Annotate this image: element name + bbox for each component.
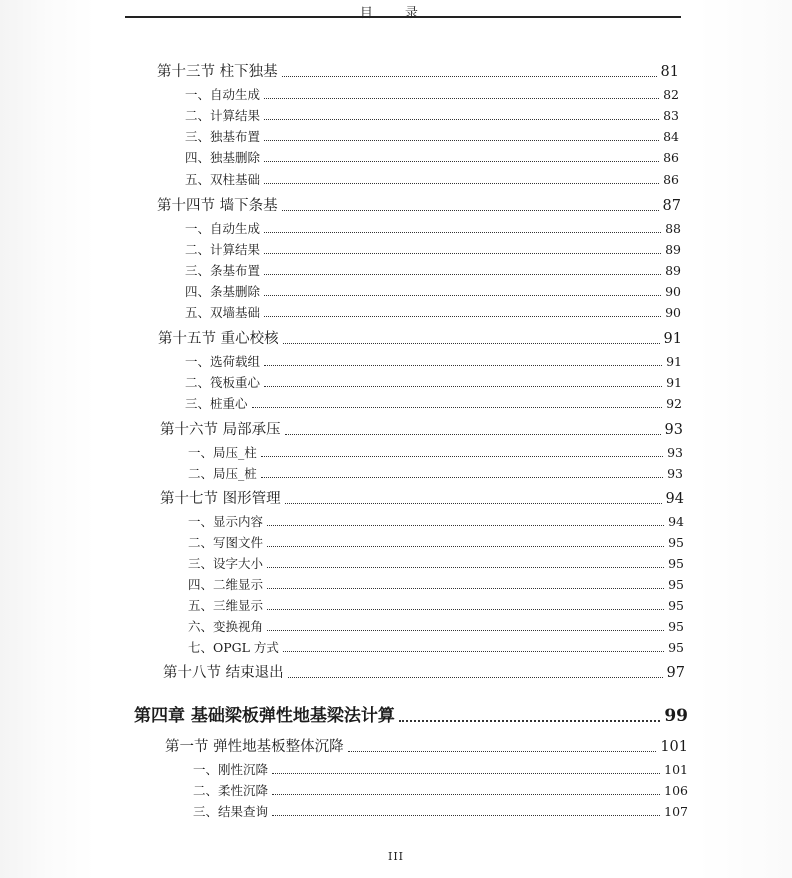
dot-leader <box>272 815 660 816</box>
toc-entry-page-number: 91 <box>666 375 682 390</box>
toc-section-row <box>163 666 685 681</box>
toc-item-row <box>185 307 681 320</box>
toc-section-row <box>157 199 681 214</box>
toc-entry-page-number: 95 <box>668 619 684 634</box>
toc-entry-page-number: 91 <box>666 354 682 369</box>
toc-entry-title: 一、自动生成 <box>185 87 261 102</box>
toc-item-row <box>185 286 681 299</box>
toc-entry-page-number: 90 <box>665 284 681 299</box>
toc-entry-page-number: 99 <box>664 706 688 726</box>
dot-leader <box>264 98 659 99</box>
toc-entry-title: 第十五节 重心校核 <box>158 331 279 347</box>
toc-item-row <box>193 764 688 777</box>
dot-leader <box>267 609 664 610</box>
toc-item-row <box>185 89 679 102</box>
dot-leader <box>288 677 663 678</box>
toc-entry-page-number: 106 <box>664 783 688 798</box>
toc-entry-page-number: 95 <box>668 556 684 571</box>
toc-item-row <box>193 785 688 798</box>
toc-entry-page-number: 97 <box>666 665 685 681</box>
toc-entry-title: 三、桩重心 <box>185 396 248 411</box>
dot-leader <box>282 210 659 211</box>
dot-leader <box>283 651 664 652</box>
toc-entry-title: 七、OPGL 方式 <box>188 640 279 655</box>
toc-item-row <box>185 377 682 390</box>
toc-entry-page-number: 93 <box>667 445 683 460</box>
dot-leader <box>267 630 664 631</box>
toc-item-row <box>185 244 681 257</box>
toc-entry-page-number: 83 <box>663 108 679 123</box>
dot-leader <box>285 503 662 504</box>
toc-entry-title: 一、刚性沉降 <box>193 762 269 777</box>
dot-leader <box>264 295 661 296</box>
toc-entry-title: 四、独基删除 <box>185 150 261 165</box>
dot-leader <box>264 183 659 184</box>
toc-item-row <box>188 621 684 634</box>
dot-leader <box>399 720 660 722</box>
toc-entry-page-number: 81 <box>660 64 679 80</box>
toc-entry-title: 二、写图文件 <box>188 535 264 550</box>
dot-leader <box>264 274 661 275</box>
toc-item-row <box>188 642 684 655</box>
footer-page-number: III <box>387 850 405 863</box>
toc-entry-title: 四、二维显示 <box>188 577 264 592</box>
toc-entry-page-number: 101 <box>664 762 688 777</box>
toc-entry-page-number: 95 <box>668 640 684 655</box>
toc-entry-title: 二、筏板重心 <box>185 375 261 390</box>
toc-entry-page-number: 86 <box>663 150 679 165</box>
toc-entry-page-number: 107 <box>664 804 688 819</box>
toc-entry-page-number: 93 <box>664 422 683 438</box>
toc-item-row <box>188 600 684 613</box>
toc-entry-title: 第四章 基础梁板弹性地基梁法计算 <box>134 706 395 726</box>
dot-leader <box>283 343 660 344</box>
toc-section-row <box>160 492 684 507</box>
toc-item-row <box>188 579 684 592</box>
toc-item-row <box>193 806 688 819</box>
toc-section-row <box>157 65 679 80</box>
toc-entry-page-number: 84 <box>663 129 679 144</box>
toc-item-row <box>185 131 679 144</box>
dot-leader <box>261 477 663 478</box>
toc-item-row <box>188 516 684 529</box>
toc-entry-page-number: 87 <box>662 198 681 214</box>
toc-item-row <box>185 223 681 236</box>
toc-item-row <box>185 265 681 278</box>
toc-chapter-row <box>134 708 688 725</box>
toc-entry-page-number: 86 <box>663 172 679 187</box>
toc-entry-title: 三、条基布置 <box>185 263 261 278</box>
toc-section-row <box>165 740 688 755</box>
toc-entry-title: 二、局压_桩 <box>188 466 257 481</box>
toc-entry-title: 四、条基删除 <box>185 284 261 299</box>
toc-entry-title: 五、双柱基础 <box>185 172 261 187</box>
toc-entry-page-number: 92 <box>666 396 682 411</box>
toc-entry-title: 三、结果查询 <box>193 804 269 819</box>
dot-leader <box>264 119 659 120</box>
toc-entry-title: 五、双墙基础 <box>185 305 261 320</box>
dot-leader <box>264 232 661 233</box>
toc-entry-title: 一、自动生成 <box>185 221 261 236</box>
dot-leader <box>267 525 664 526</box>
toc-item-row <box>185 110 679 123</box>
dot-leader <box>264 161 659 162</box>
dot-leader <box>252 407 663 408</box>
toc-entry-page-number: 82 <box>663 87 679 102</box>
dot-leader <box>267 567 664 568</box>
toc-item-row <box>188 468 683 481</box>
toc-entry-page-number: 95 <box>668 535 684 550</box>
toc-entry-title: 第十六节 局部承压 <box>160 422 281 438</box>
toc-item-row <box>188 558 684 571</box>
dot-leader <box>267 588 664 589</box>
toc-section-row <box>158 332 682 347</box>
toc-entry-page-number: 90 <box>665 305 681 320</box>
toc-item-row <box>185 174 679 187</box>
toc-entry-title: 一、显示内容 <box>188 514 264 529</box>
toc-entry-page-number: 89 <box>665 263 681 278</box>
toc-entry-title: 第十四节 墙下条基 <box>157 198 278 214</box>
toc-entry-page-number: 94 <box>668 514 684 529</box>
dot-leader <box>272 773 660 774</box>
dot-leader <box>267 546 664 547</box>
toc-entry-page-number: 95 <box>668 577 684 592</box>
toc-entry-title: 第一节 弹性地基板整体沉降 <box>165 739 344 755</box>
dot-leader <box>264 253 661 254</box>
toc-item-row <box>188 447 683 460</box>
toc-item-row <box>185 356 682 369</box>
toc-entry-title: 六、变换视角 <box>188 619 264 634</box>
toc-entry-title: 第十三节 柱下独基 <box>157 64 278 80</box>
toc-entry-page-number: 88 <box>665 221 681 236</box>
dot-leader <box>264 316 661 317</box>
dot-leader <box>348 751 657 752</box>
toc-entry-page-number: 95 <box>668 598 684 613</box>
toc-entry-title: 第十八节 结束退出 <box>163 665 284 681</box>
dot-leader <box>285 434 661 435</box>
running-header-title: 目 录 <box>359 6 433 21</box>
toc-item-row <box>185 152 679 165</box>
toc-entry-page-number: 89 <box>665 242 681 257</box>
toc-section-row <box>160 423 683 438</box>
toc-entry-page-number: 93 <box>667 466 683 481</box>
toc-entry-page-number: 101 <box>660 739 688 755</box>
toc-entry-title: 二、柔性沉降 <box>193 783 269 798</box>
dot-leader <box>264 140 659 141</box>
toc-item-row <box>185 398 682 411</box>
dot-leader <box>282 76 657 77</box>
dot-leader <box>264 365 662 366</box>
toc-entry-title: 五、三维显示 <box>188 598 264 613</box>
toc-entry-title: 三、设字大小 <box>188 556 264 571</box>
toc-entry-page-number: 94 <box>665 491 684 507</box>
toc-entry-title: 一、选荷载组 <box>185 354 261 369</box>
toc-item-row <box>188 537 684 550</box>
toc-entry-title: 第十七节 图形管理 <box>160 491 281 507</box>
dot-leader <box>261 456 663 457</box>
toc-entry-title: 二、计算结果 <box>185 108 261 123</box>
dot-leader <box>272 794 660 795</box>
toc-entry-title: 一、局压_柱 <box>188 445 257 460</box>
dot-leader <box>264 386 662 387</box>
toc-entry-title: 三、独基布置 <box>185 129 261 144</box>
toc-entry-page-number: 91 <box>663 331 682 347</box>
toc-entry-title: 二、计算结果 <box>185 242 261 257</box>
